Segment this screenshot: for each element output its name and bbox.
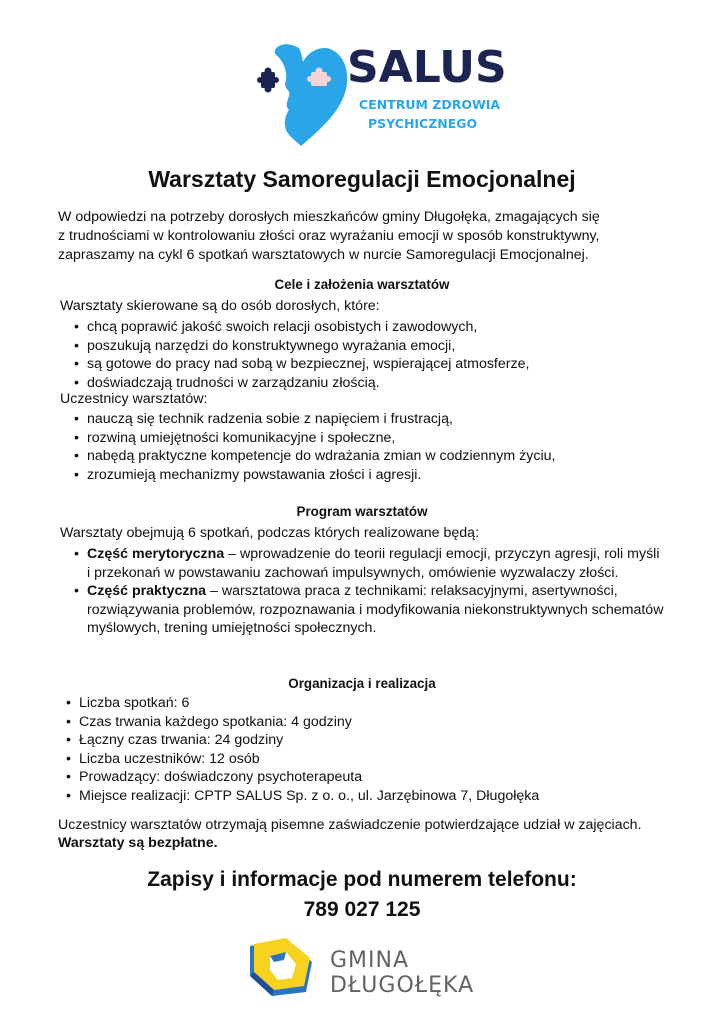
participants-lead: Uczestnicy warsztatów: [60, 391, 208, 407]
note-paragraph [58, 816, 642, 852]
list-item: • Czas trwania każdego spotkania: 4 godziny [66, 713, 686, 732]
list-item: • Liczba spotkań: 6 [66, 694, 686, 713]
list-item: • Liczba uczestników: 12 osób [66, 750, 686, 769]
certificate-note: Uczestnicy warsztatów otrzymają pisemne zaświadczenie potwierdzające udział w zajęciach. [58, 817, 642, 833]
gmina-dlugoleka-logo [246, 936, 486, 1000]
list-item: • są gotowe do pracy nad sobą w bezpiecznej, wspierającej atmosferze, [74, 355, 694, 374]
salus-subtitle-line1: CENTRUM ZDROWIA [359, 97, 501, 112]
gmina-emblem-icon [246, 936, 318, 1000]
gmina-text-line2: DŁUGOŁĘKA [330, 973, 475, 998]
program-item [74, 545, 664, 582]
list-item: • Miejsce realizacji: CPTP SALUS Sp. z o. o., ul. Jarzębinowa 7, Długołęka [66, 787, 686, 806]
contact-heading: Zapisy i informacje pod numerem telefonu: [147, 868, 577, 891]
audience-lead: Warsztaty skierowane są do osób dorosłych, które: [60, 298, 380, 314]
heart-head-icon [255, 38, 351, 148]
program-item [74, 582, 664, 638]
salus-logo [255, 38, 507, 148]
list-item: • poszukują narzędzi do konstruktywnego wyrażania emocji, [74, 337, 694, 356]
program-list [74, 545, 664, 638]
program-heading: Program warsztatów [296, 504, 428, 519]
gmina-text-line1: GMINA [330, 948, 410, 973]
organization-heading: Organizacja i realizacja [288, 676, 436, 691]
audience-list [74, 318, 694, 392]
list-item: • Prowadzący: doświadczony psychoterapeuta [66, 768, 686, 787]
program-item-title: Część merytoryczna [87, 546, 225, 562]
salus-subtitle-line2: PSYCHICZNEGO [368, 116, 478, 131]
intro-line: W odpowiedzi na potrzeby dorosłych mieszkańców gminy Długołęka, zmagających się [58, 209, 600, 225]
page-title: Warsztaty Samoregulacji Emocjonalnej [148, 166, 576, 192]
program-item-text: – wprowadzenie do teorii regulacji emocji, przyczyn agresji, roli myśli i przekonań w powstawaniu zachowań impulsywnych, omówienie wyzwalaczy złości. [87, 546, 660, 581]
list-item: • nabędą praktyczne kompetencje do wdrażania zmian w codziennym życiu, [74, 447, 694, 466]
intro-line: zapraszamy na cykl 6 spotkań warsztatowych w nurcie Samoregulacji Emocjonalnej. [58, 247, 589, 263]
list-item: • nauczą się technik radzenia sobie z napięciem i frustracją, [74, 410, 694, 429]
list-item: • chcą poprawić jakość swoich relacji osobistych i zawodowych, [74, 318, 694, 337]
program-lead: Warsztaty obejmują 6 spotkań, podczas których realizowane będą: [60, 525, 480, 541]
program-item-title: Część praktyczna [87, 583, 207, 600]
contact-phone[interactable]: 789 027 125 [303, 898, 421, 921]
list-item: • rozwiną umiejętności komunikacyjne i społeczne, [74, 429, 694, 448]
salus-brand-text: SALUS [347, 42, 507, 93]
list-item: • zrozumieją mechanizmy powstawania złości i agresji. [74, 466, 694, 485]
list-item: • doświadczają trudności w zarządzaniu złością. [74, 374, 694, 393]
intro-line: z trudnościami w kontrolowaniu złości oraz wyrażaniu emocji w sposób konstruktywny, [58, 228, 600, 244]
organization-list [66, 694, 686, 806]
participants-list [74, 410, 694, 484]
list-item: • Łączny czas trwania: 24 godziny [66, 731, 686, 750]
puzzle-piece-dark-icon [257, 68, 279, 93]
free-note: Warsztaty są bezpłatne. [58, 835, 218, 851]
intro-paragraph [58, 208, 678, 265]
program-item-text: – warsztatowa praca z technikami: relaksacyjnymi, asertywności, rozwiązywania problemów, rozpoznawania i modyfikowania niekonstruktywnych schematów myślowych, trening umiejętności społecznych. [87, 583, 664, 637]
goals-heading: Cele i założenia warsztatów [274, 277, 450, 292]
